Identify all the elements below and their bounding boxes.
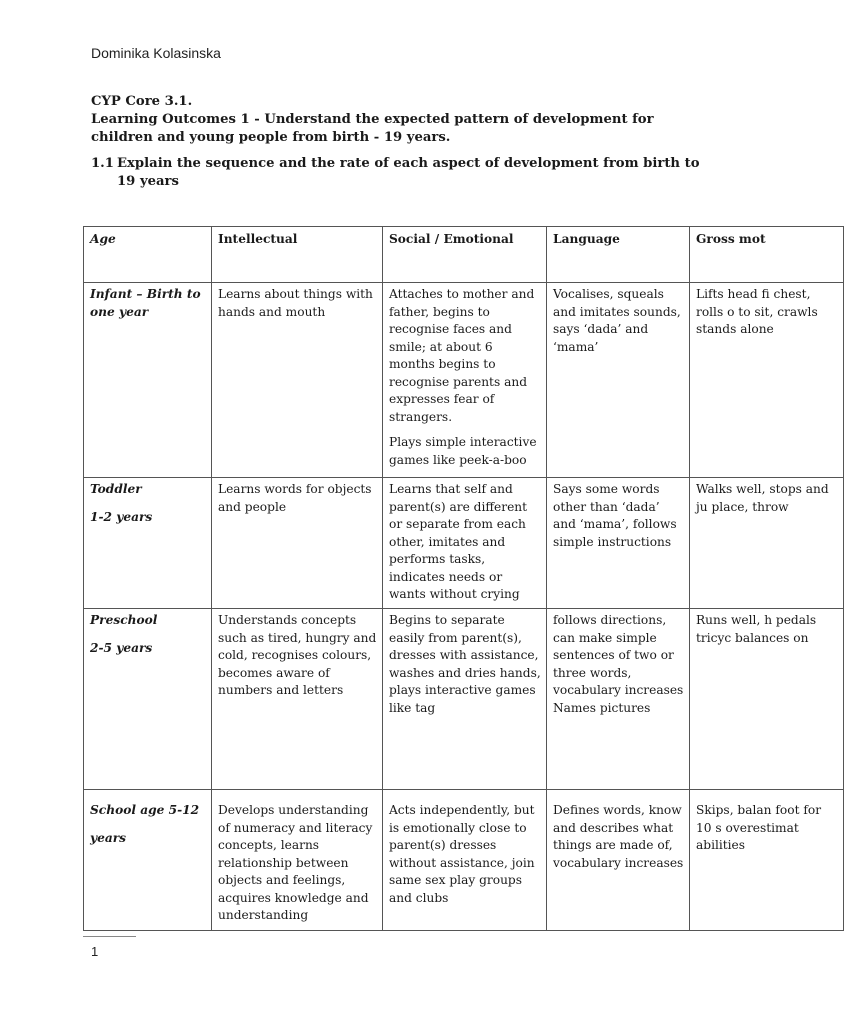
age-label: Preschool <box>90 613 158 627</box>
social-cell: Begins to separate easily from parent(s), dresses with assistance, washes and dries hands, plays interactive games like tag <box>383 609 547 790</box>
social-cell: Acts independently, but is emotionally close to parent(s) dresses without assistance, join same sex play groups and clubs <box>383 790 547 931</box>
age-label: Toddler <box>90 482 142 496</box>
table-row <box>84 609 844 790</box>
table-row <box>84 790 844 931</box>
age-cell <box>84 478 212 609</box>
table-row <box>84 283 844 478</box>
header-social-emotional: Social / Emotional <box>383 227 547 283</box>
header-intellectual: Intellectual <box>212 227 383 283</box>
page-number: 1 <box>91 944 99 959</box>
table-header-row <box>84 227 844 283</box>
criterion-text-line-2: 19 years <box>117 174 179 189</box>
social-cell: Learns that self and parent(s) are different or separate from each other, imitates and performs tasks, indicates needs or wants without crying <box>383 478 547 609</box>
criterion-text-line-1: Explain the sequence and the rate of each aspect of development from birth to <box>117 156 700 171</box>
table-row <box>84 478 844 609</box>
development-table <box>83 226 844 931</box>
learning-outcome-line-1: Learning Outcomes 1 - Understand the expected pattern of development for <box>91 112 654 127</box>
language-cell: Vocalises, squeals and imitates sounds, says ‘dada’ and ‘mama’ <box>547 283 690 478</box>
gross-motor-cell: Lifts head fi chest, rolls o to sit, crawls stands alone <box>690 283 844 478</box>
header-gross-motor: Gross mot <box>690 227 844 283</box>
gross-motor-cell: Skips, balan foot for 10 s overestimat abilities <box>690 790 844 931</box>
age-range: 1-2 years <box>90 509 153 524</box>
age-label: School age 5-12 <box>90 803 200 817</box>
development-table-viewport <box>83 226 829 930</box>
social-cell <box>383 283 547 478</box>
age-range: years <box>90 830 127 845</box>
gross-motor-cell: Runs well, h pedals tricyc balances on <box>690 609 844 790</box>
footnote-separator <box>83 936 136 937</box>
age-cell <box>84 790 212 931</box>
header-language: Language <box>547 227 690 283</box>
social-paragraph-1: Attaches to mother and father, begins to recognise faces and smile; at about 6 months begins to recognise parents and expresses fear of strangers. <box>389 287 535 424</box>
document-heading <box>91 93 731 147</box>
assessment-criterion <box>91 155 751 191</box>
intellectual-cell: Understands concepts such as tired, hungry and cold, recognises colours, becomes aware of numbers and letters <box>212 609 383 790</box>
learning-outcome-line-2: children and young people from birth - 19 years. <box>91 130 451 145</box>
language-cell: Says some words other than ‘dada’ and ‘mama’, follows simple instructions <box>547 478 690 609</box>
intellectual-cell: Learns words for objects and people <box>212 478 383 609</box>
intellectual-cell: Develops understanding of numeracy and literacy concepts, learns relationship between objects and feelings, acquires knowledge and understanding <box>212 790 383 931</box>
gross-motor-cell: Walks well, stops and ju place, throw <box>690 478 844 609</box>
age-cell <box>84 609 212 790</box>
header-age: Age <box>84 227 212 283</box>
criterion-number: 1.1 <box>91 156 114 171</box>
age-label: Infant – Birth to one year <box>90 287 201 319</box>
age-range: 2-5 years <box>90 640 153 655</box>
age-cell <box>84 283 212 478</box>
author-name: Dominika Kolasinska <box>91 45 221 61</box>
language-cell: follows directions, can make simple sentences of two or three words, vocabulary increases Names pictures <box>547 609 690 790</box>
intellectual-cell: Learns about things with hands and mouth <box>212 283 383 478</box>
social-paragraph-2: Plays simple interactive games like peek-a-boo <box>389 435 537 467</box>
course-code: CYP Core 3.1. <box>91 94 193 109</box>
language-cell: Defines words, know and describes what things are made of, vocabulary increases <box>547 790 690 931</box>
